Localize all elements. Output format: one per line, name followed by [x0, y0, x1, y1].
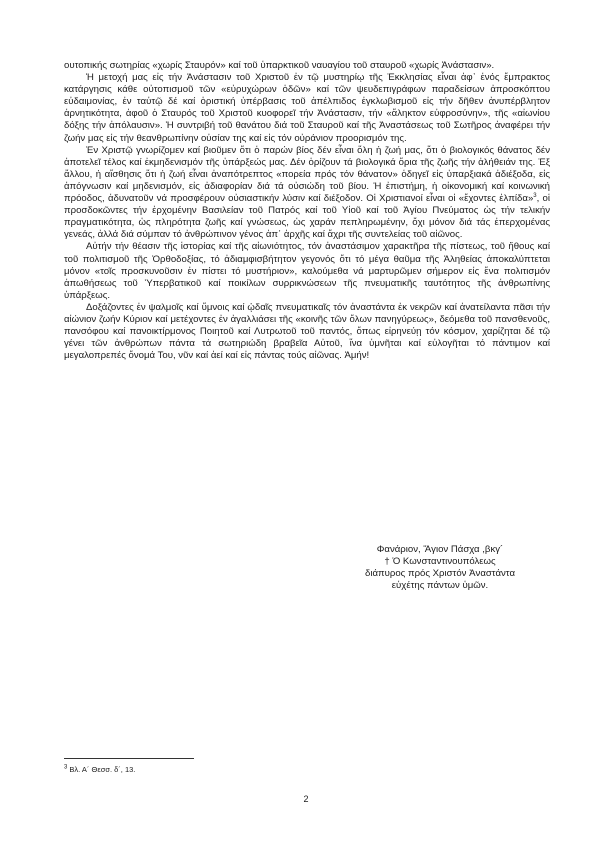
paragraph-3-part-2: , οἱ προσδοκῶντες τήν ἐρχομένην Βασιλείαν τοῦ Πατρός καί τοῦ Υἱοῦ καί τοῦ Ἁγίου Πνεύματος ὡς τήν τελικήν πραγματικότητα, ὡς πληρότητα ζωῆς καί γνώσεως, ὡς χαράν πεπληρωμένην, ὄχι μόνον διά τάς ἐπερχομένας γενεάς, ἀλλά διά σύμπαν τό ἀνθρώπινον γένος ἀπ᾽ ἀρχῆς καί ἄχρι τῆς συντελείας τοῦ αἰῶνος.: [64, 193, 550, 241]
signature-place-date: Φανάριον, Ἅγιον Πάσχα ,βκγ´: [376, 544, 504, 555]
paragraph-2: Ἡ μετοχή μας εἰς τήν Ἀνάστασιν τοῦ Χριστοῦ ἐν τῷ μυστηρίῳ τῆς Ἐκκλησίας εἶναι ἀφ᾽ ἑνός ἔμπρακτος κατάργησις κάθε οὐτοπισμοῦ τῶν «εὐρυχώρων ὁδῶν» καί τῶν ψευδεπιγράφων παραδείσων ἀπροσκόπτου εὐδαιμονίας, ἐν ταὐτῷ δέ καί ὁριστική ὑπέρβασις τοῦ ἀπέλπιδος ἐγκλωβισμοῦ εἰς τήν δῆθεν ἀνυπέρβλητον ἀρνητικότητα, ἀφοῦ ὁ Σταυρός τοῦ Χριστοῦ κυοφορεῖ τήν Ἀνάστασιν, τήν «ἄληκτον εὐφροσύνην», τῆς «αἰωνίου δόξης τήν ἀπόλαυσιν». Ἡ συντριβή τοῦ θανάτου διά τοῦ Σταυροῦ καί τῆς Ἀναστάσεως τοῦ Σωτῆρος ἀναφέρει τήν ζωήν μας εἰς τήν θεανθρωπίνην οὐσίαν της καί εἰς τόν οὐράνιον προορισμόν της.: [64, 72, 550, 144]
footnote-divider: [64, 758, 194, 759]
paragraph-3: [64, 145, 550, 242]
footnote-reference[interactable]: 3: [533, 192, 537, 199]
signature-block: [330, 544, 550, 592]
page-number: 2: [303, 794, 309, 804]
paragraph-5: Δοξάζοντες ἐν ψαλμοῖς καί ὕμνοις καί ᾠδαῖς πνευματικαῖς τόν ἀναστάντα ἐκ νεκρῶν καί ἀνατείλαντα πᾶσι τήν αἰώνιον ζωήν Κύριον καί μετέχοντες ἐν ἀγαλλιάσει τῆς «κοινῆς τῶν ὅλων πανηγύρεως», δεόμεθα τοῦ πανσθενοῦς, πανσόφου καί πανοικτίρμονος Ποιητοῦ καί Λυτρωτοῦ τοῦ παντός, ὅπως εἰρηνεύῃ τόν κόσμον, χαρίζηται δέ τῷ γένει τῶν ἀνθρώπων πάντα τά σωτηριώδη βραβεῖα Αὐτοῦ, ἵνα ὑμνῆται καί εὐλογῆται τό πάντιμον καί μεγαλοπρεπές ὄνομά Του, νῦν καί ἀεί καί εἰς πάντας τούς αἰῶνας. Ἀμήν!: [64, 301, 550, 362]
footnote-marker: 3: [64, 764, 68, 771]
paragraph-3-part-1: Ἐν Χριστῷ γνωρίζομεν καί βιοῦμεν ὅτι ὁ παρών βίος δέν εἶναι ὅλη ἡ ζωή μας, ὅτι ὁ βιολογικός θάνατος δέν ἀποτελεῖ τέλος καί ἐκμηδενισμόν τῆς ὑπάρξεώς μας. Δέν ὁρίζουν τά βιολογικά ὅρια τῆς ζωῆς τήν ἀλήθειάν της. Ἐξ ἄλλου, ἡ αἴσθησις ὅτι ἡ ζωή εἶναι ἀναπότρεπτος «πορεία πρός τόν θάνατον» ὁδηγεῖ εἰς ὑπαρξιακά ἀδιέξοδα, εἰς ἀπόγνωσιν καί μηδενισμόν, εἰς ἀδιαφορίαν διά τά οὐσιώδη τοῦ βίου. Ἡ ἐπιστήμη, ἡ οἰκονομική καί κοινωνική πρόοδος, ἀδυνατοῦν νά προσφέρουν οὐσιαστικήν λύσιν καί διέξοδον. Οἱ Χριστιανοί εἶναι οἱ «ἔχοντες ἐλπίδα»: [64, 144, 550, 205]
main-text: [64, 60, 550, 362]
signature-line-4: εὐχέτης πάντων ὑμῶν.: [391, 580, 489, 592]
signature-line-3: διάπυρος πρός Χριστόν Ἀναστάντα: [364, 568, 516, 580]
paragraph-4: Αὐτήν τήν θέασιν τῆς ἱστορίας καί τῆς αἰωνιότητος, τόν ἀναστάσιμον χαρακτῆρα τῆς πίστεως, τοῦ ἤθους καί τοῦ πολιτισμοῦ τῆς Ὀρθοδοξίας, τό ἀδιαμφισβήτητον γεγονός ὅτι τό μέγα θαῦμα τῆς Ἀληθείας ἀποκαλύπτεται μόνον «τοῖς προσκυνοῦσιν ἐν πίστει τό μυστήριον», καλούμεθα νά μαρτυρῶμεν σήμερον εἰς ἕνα πολιτισμόν ἀπωθήσεως τοῦ Ὑπερβατικοῦ καί ποικίλων συρρικνώσεων τῆς πνευματικῆς ταυτότητος τῆς ἀνθρωπίνης ὑπάρξεως.: [64, 241, 550, 301]
footnote-text: Βλ. Α´ Θεσσ. δ´, 13.: [67, 765, 136, 774]
signature-title: † Ὁ Κωνσταντινουπόλεως: [384, 556, 496, 568]
footnote: [64, 765, 364, 775]
paragraph-1: ουτοπικής σωτηρίας «χωρίς Σταυρόν» καί τοῦ ὑπαρκτικοῦ ναυαγίου τοῦ σταυροῦ «χωρίς Ἀνάστασιν».: [64, 60, 495, 71]
